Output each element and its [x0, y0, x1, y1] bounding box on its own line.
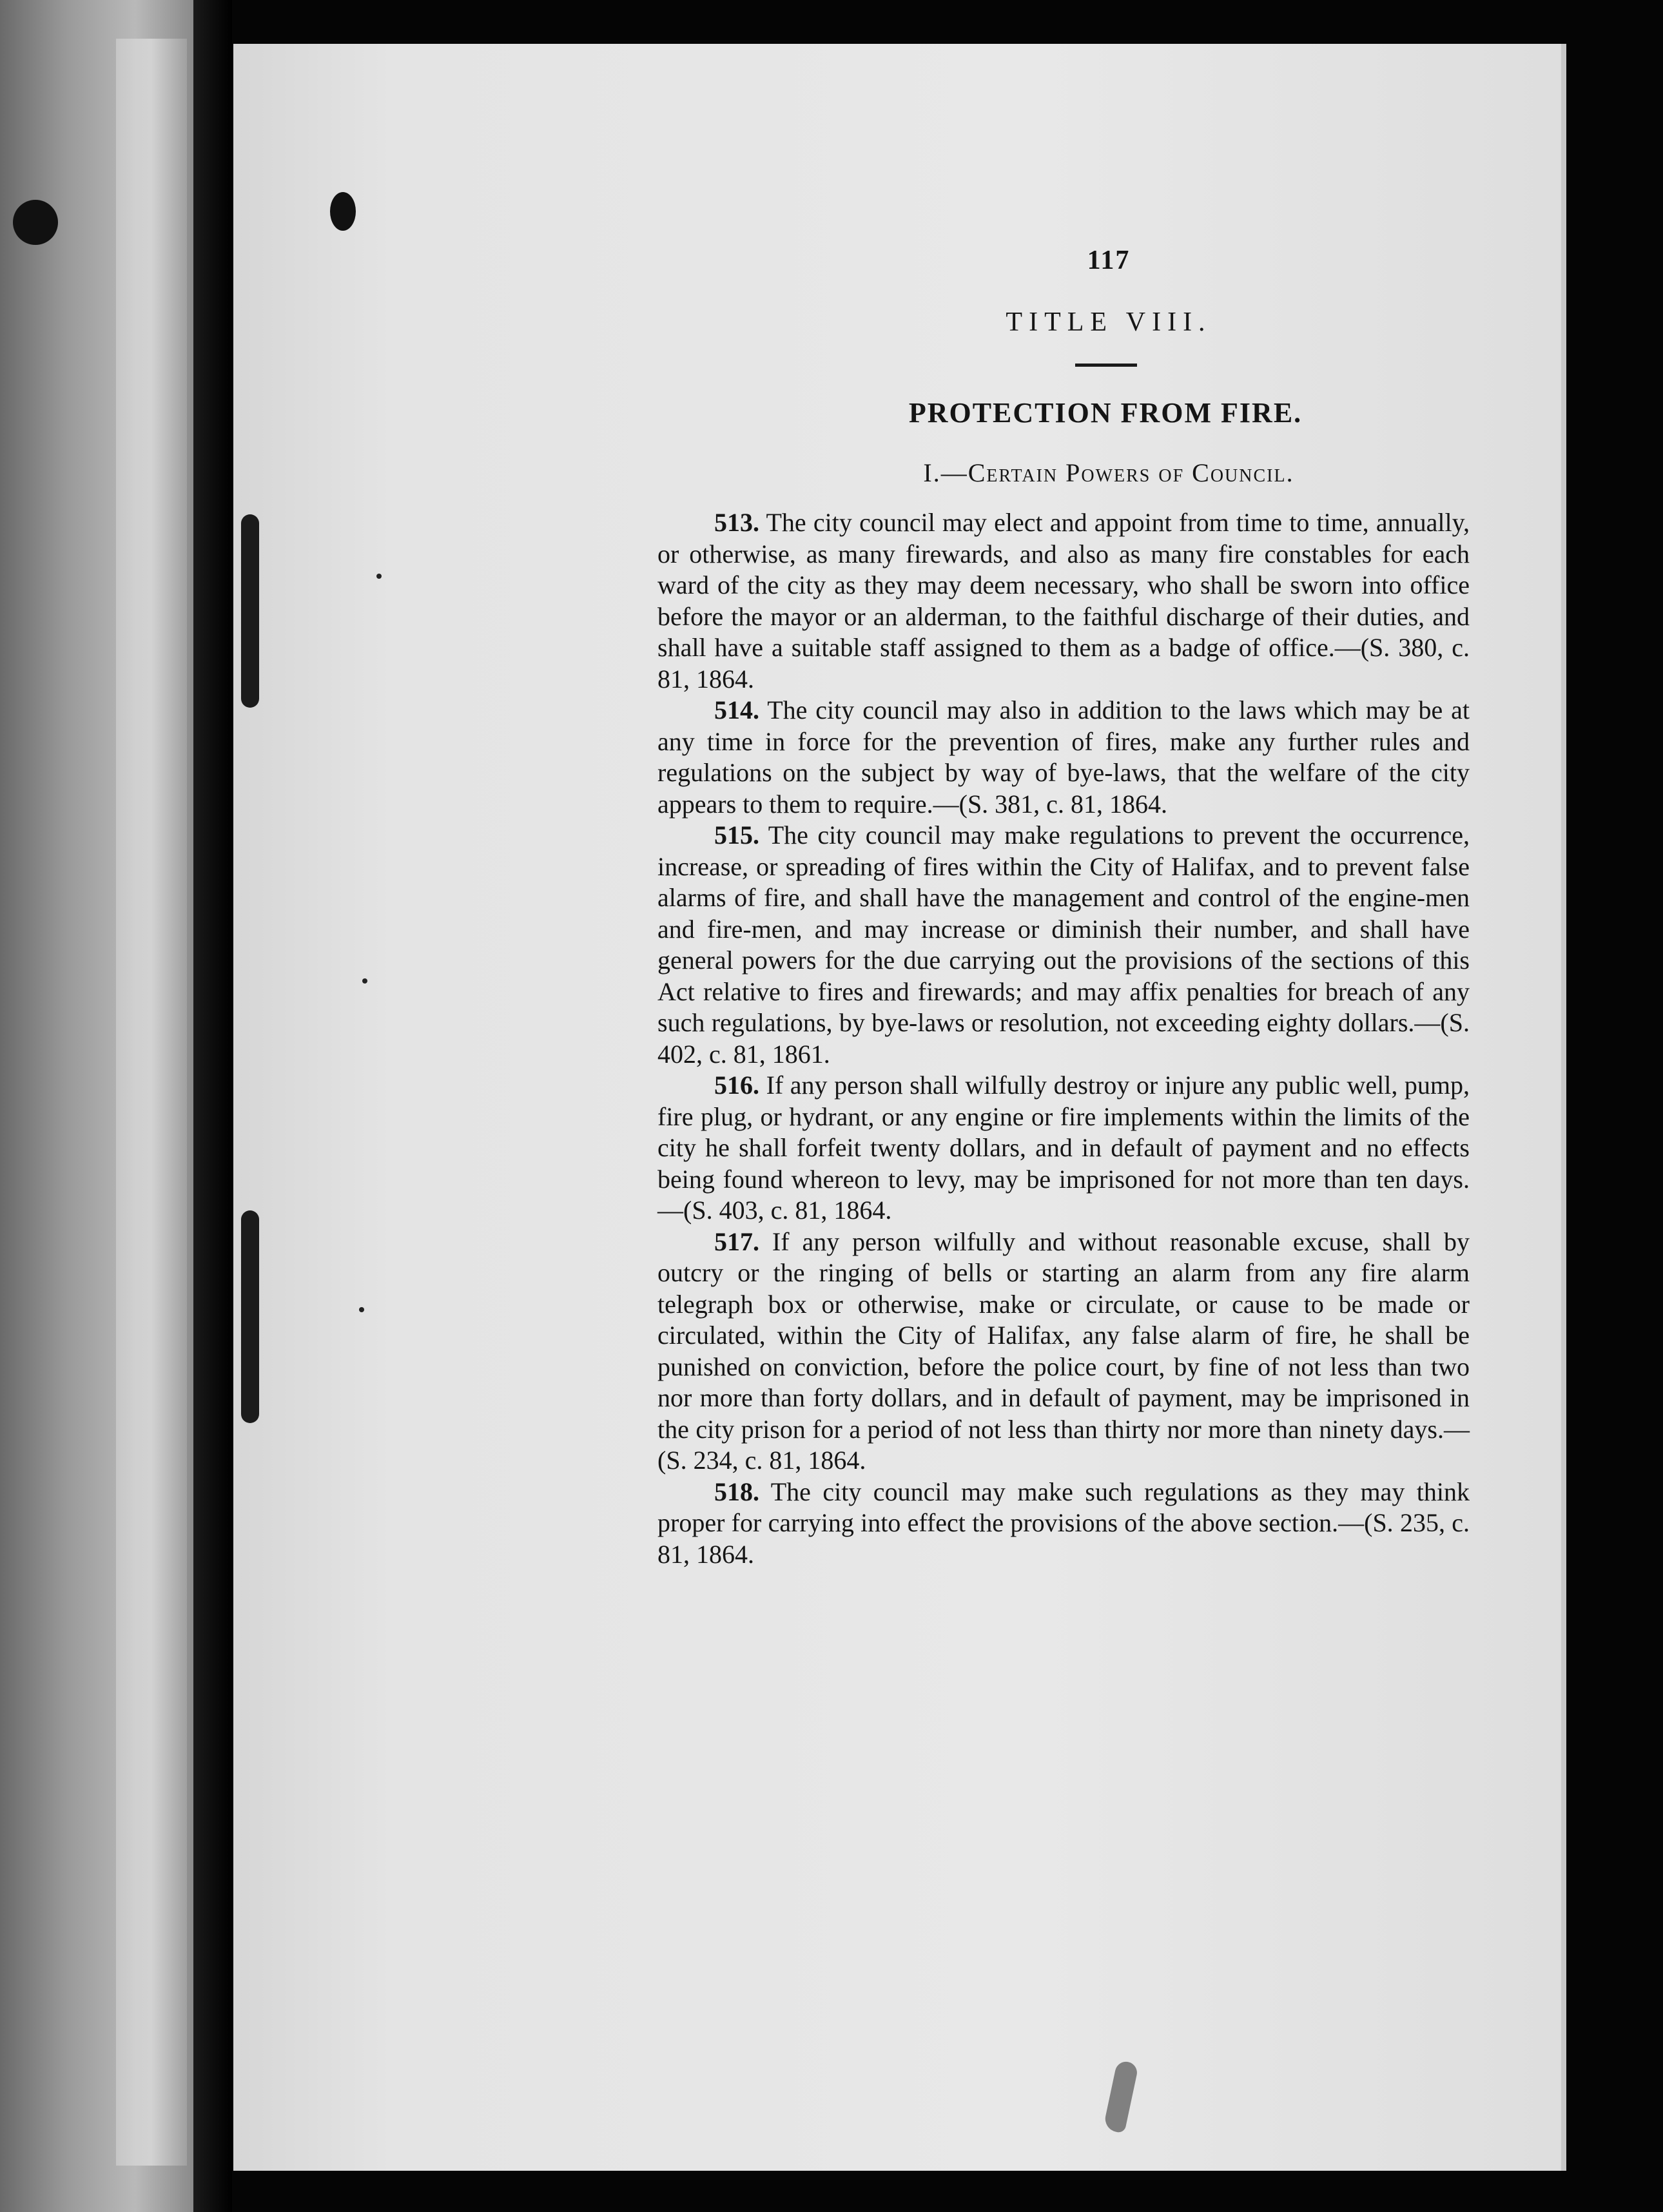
section-text: The city council may also in addition to the laws which may be at any time in force for the prevention of fires, make any further rules and regulations on the subject by way of bye-laws, that the welfare of the city appears to them to require.—(S. 381, c. 81, 1864. — [657, 695, 1470, 819]
section-514 — [657, 695, 1470, 820]
section-text: The city council may make such regulations as they may think proper for carrying into effect the provisions of the above section.—(S. 235, c. 81, 1864. — [657, 1477, 1470, 1569]
section-516 — [657, 1070, 1470, 1227]
section-heading: PROTECTION FROM FIRE. — [908, 397, 1303, 429]
subsection-heading: I.—Certain Powers of Council. — [923, 458, 1294, 487]
speck — [359, 1307, 364, 1312]
section-518 — [657, 1477, 1470, 1571]
binding-thread-mark — [241, 1210, 259, 1423]
book-gutter — [193, 0, 232, 2212]
section-number: 517. — [714, 1227, 759, 1256]
section-number: 518. — [714, 1477, 759, 1506]
section-text: If any person shall wilfully destroy or injure any public well, pump, fire plug, or hydrant, or any engine or fire implements within the limits of the city he shall forfeit twenty dollars, and in default of payment and no effects being found whereon to levy, may be imprisoned for not more than ten days.—(S. 403, c. 81, 1864. — [657, 1071, 1470, 1225]
ink-stain — [1103, 2060, 1139, 2134]
title-heading: TITLE VIII. — [1006, 307, 1212, 337]
section-text: The city council may make regulations to prevent the occurrence, increase, or spreading of fires within the City of Halifax, and to prevent false alarms of fire, and shall have the management and control of the engine-men and fire-men, and may increase or diminish their number, and shall have general powers for the due carrying out the provisions of the sections of this Act relative to fires and firewards; and may affix penalties for breach of any such regulations, by bye-laws or resolution, not exceeding eighty dollars.—(S. 402, c. 81, 1861. — [657, 820, 1470, 1069]
section-515 — [657, 820, 1470, 1070]
section-517 — [657, 1227, 1470, 1477]
page-number: 117 — [1087, 246, 1131, 275]
binding-hole — [13, 200, 58, 245]
torn-paper-edge — [116, 39, 187, 2166]
previous-page-edge — [0, 0, 193, 2212]
section-513 — [657, 507, 1470, 695]
section-text: If any person wilfully and without reasonable excuse, shall by outcry or the ringing of bells or starting an alarm from any fire alarm telegraph box or otherwise, make or circulate, or cause to be made or circulated, within the City of Halifax, any false alarm of fire, he shall be punished on conviction, before the police court, by fine of not less than two nor more than forty dollars, and in default of payment, may be imprisoned in the city prison for a period of not less than thirty nor more than ninety days.—(S. 234, c. 81, 1864. — [657, 1227, 1470, 1475]
section-number: 513. — [714, 508, 759, 537]
section-number: 515. — [714, 820, 759, 849]
section-number: 516. — [714, 1071, 759, 1100]
speck — [376, 574, 382, 579]
section-text: The city council may elect and appoint from time to time, annually, or otherwise, as many firewards, and also as many fire constables for each ward of the city as they may deem necessary, who shall be sworn into office before the mayor or an alderman, to the faithful discharge of their duties, and shall have a suitable staff assigned to them as a badge of office.—(S. 380, c. 81, 1864. — [657, 508, 1470, 694]
page-text — [657, 245, 1470, 1570]
binding-thread-mark — [241, 514, 259, 708]
section-number: 514. — [714, 695, 759, 724]
speck — [362, 978, 367, 984]
binding-hole — [330, 192, 356, 231]
title-rule — [1075, 364, 1137, 367]
